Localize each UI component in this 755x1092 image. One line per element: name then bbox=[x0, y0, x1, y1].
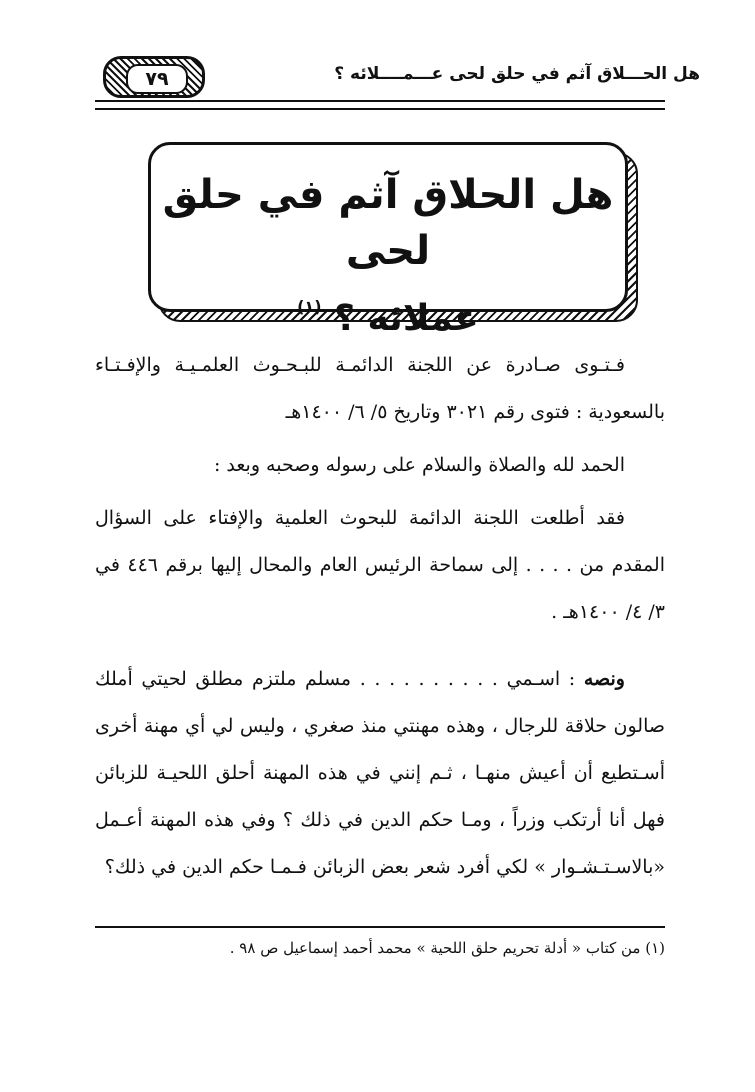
chapter-title-line2 bbox=[151, 279, 625, 347]
page-number: ٧٩ bbox=[126, 64, 188, 94]
question-text: : اسـمي . . . . . . . . . . مسلم ملتزم مطلق لحيتي أملك صالون حلاقة للرجال ، وهذه مهنتي منذ صغري ، وليس لي أي مهنة أخرى أسـتطيع أن أعيش منهـا ، ثـم إنني في هذه المهنة أحلق اللحيـة للزبائن فهل أنا أرتكب وزراً ، ومـا حكم الدين في ذلك ؟ وفي هذه المهنة أعـمل «بالاسـتـشـوار » لكي أفرد شعر بعض الزبائن فـمـا حكم الدين في ذلك؟ bbox=[95, 668, 665, 878]
greeting: الحمد لله والصلاة والسلام على رسوله وصحبه وبعد : bbox=[213, 454, 625, 476]
chapter-title-line1: هل الحلاق آثم في حلق لحى bbox=[162, 172, 614, 274]
fatwa-intro: فـتـوى صـادرة عن اللجنة الدائمـة للبـحـوث العلمـيـة والإفـتـاء بالسعودية : فتوى رقم ٣٠٢١ وتاريخ ٥/ ٦/ ١٤٠٠هـ bbox=[95, 354, 665, 423]
header-rule bbox=[95, 100, 665, 110]
footnote-rule bbox=[95, 926, 665, 928]
chapter-title-line2-text: عملائه ؟ bbox=[334, 298, 479, 339]
running-header-title: هل الحـــلاق آثم في حلق لحى عـــمــــلائه ؟ bbox=[334, 64, 700, 84]
page-number-badge bbox=[103, 56, 205, 98]
footnote: (١) من كتاب « أدلة تحريم حلق اللحية » محمد أحمد إسماعيل ص ٩٨ . bbox=[229, 939, 665, 957]
committee-paragraph: فقد أطلعت اللجنة الدائمة للبحوث العلمية والإفتاء على السؤال المقدم من . . . . إلى سماحة الرئيس العام والمحال إليها برقم ٤٤٦ في ٣/ ٤/ ١٤٠٠هـ . bbox=[95, 507, 665, 623]
question-lead: ونصه bbox=[583, 668, 625, 690]
title-frame bbox=[148, 142, 628, 339]
body-text bbox=[95, 342, 665, 891]
question-paragraph bbox=[95, 656, 665, 891]
footnote-marker: (١) bbox=[297, 297, 322, 316]
